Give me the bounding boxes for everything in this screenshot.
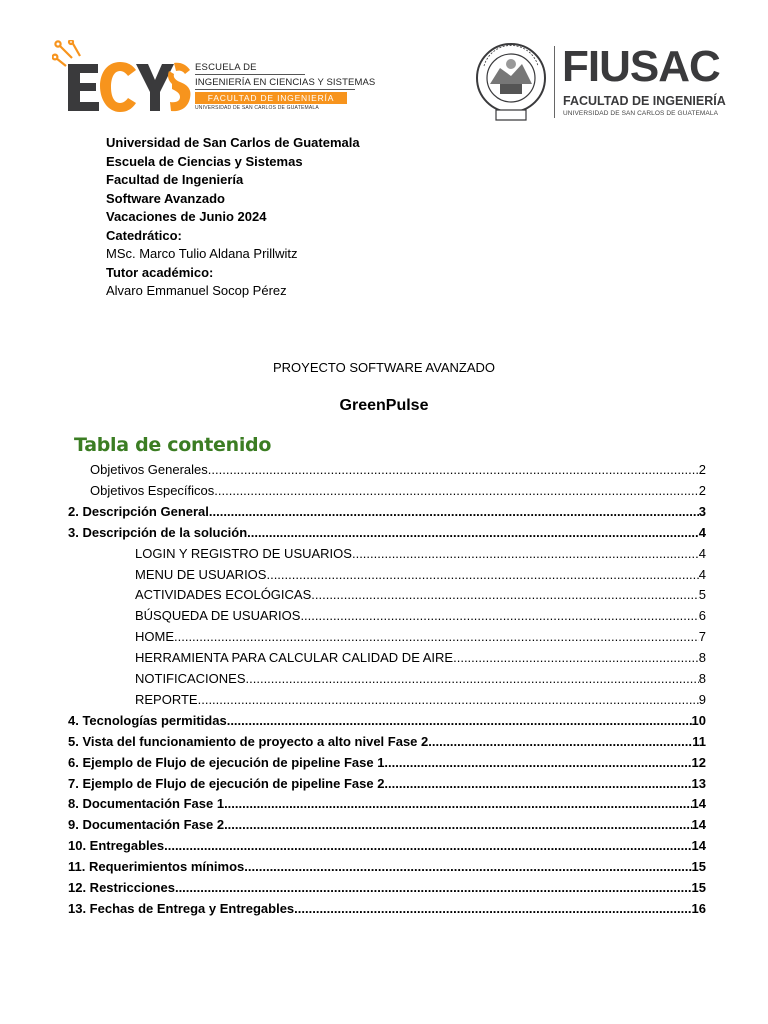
toc-entry-title: ACTIVIDADES ECOLÓGICAS [135, 587, 312, 603]
toc-dot-leader [352, 546, 699, 561]
toc-heading: Tabla de contenido [74, 434, 272, 456]
fiusac-subtitle: FACULTAD DE INGENIERÍA [563, 94, 726, 108]
fiusac-wordmark: FIUSAC [562, 42, 720, 91]
toc-entry-page: 15 [691, 859, 706, 875]
toc-entry-page: 14 [691, 817, 706, 833]
toc-dot-leader [246, 671, 699, 686]
toc-entry[interactable] [135, 587, 706, 607]
toc-entry-page: 11 [692, 733, 706, 749]
toc-entry-page: 15 [691, 880, 706, 895]
toc-entry-title: 3. Descripción de la solución [68, 524, 248, 540]
toc-entry-page: 5 [698, 587, 706, 603]
fiusac-logo [474, 40, 734, 124]
toc-dot-leader [453, 650, 699, 665]
toc-entry[interactable] [68, 734, 706, 754]
tutor-name: Alvaro Emmanuel Socop Pérez [106, 283, 287, 298]
toc-entry[interactable] [68, 901, 706, 921]
toc-entry-page: 13 [691, 775, 706, 791]
toc-entry-title: MENU DE USUARIOS [135, 566, 267, 582]
ecys-logo-line3: FACULTAD DE INGENIERÍA [195, 92, 347, 104]
tutor-label: Tutor académico: [106, 264, 214, 280]
ecys-logo [52, 40, 376, 116]
toc-entry[interactable] [135, 546, 706, 566]
toc-entry-page: 9 [698, 691, 706, 707]
professor-name: MSc. Marco Tulio Aldana Prillwitz [106, 246, 298, 261]
toc-entry-page: 4 [698, 545, 706, 561]
toc-entry-page: 2 [698, 462, 706, 477]
toc-entry-page: 10 [691, 712, 706, 728]
toc-entry[interactable] [68, 776, 706, 796]
toc-entry[interactable] [68, 713, 706, 733]
ecys-logo-text [195, 62, 376, 111]
toc-entry-page: 3 [698, 503, 706, 519]
professor-label: Catedrático: [106, 227, 182, 243]
toc-entry-page: 16 [691, 900, 706, 916]
toc-entry-title: Objetivos Generales [90, 462, 208, 477]
toc-entry-title: BÚSQUEDA DE USUARIOS [135, 608, 301, 624]
toc-entry-title: HERRAMIENTA PARA CALCULAR CALIDAD DE AIRE [135, 650, 454, 666]
ecys-logo-line2: INGENIERÍA EN CIENCIAS Y SISTEMAS [195, 77, 376, 88]
toc-entry-title: 7. Ejemplo de Flujo de ejecución de pipeline Fase 2 [68, 775, 385, 791]
course-name: Software Avanzado [106, 190, 225, 206]
toc-entry-title: 8. Documentación Fase 1 [68, 796, 225, 812]
toc-dot-leader [266, 567, 698, 582]
toc-dot-leader [244, 859, 691, 874]
toc-entry-page: 8 [698, 650, 706, 666]
toc-dot-leader [224, 796, 691, 811]
toc-dot-leader [311, 587, 699, 602]
toc-dot-leader [164, 838, 691, 853]
toc-entry[interactable] [68, 880, 706, 900]
toc-entry-title: LOGIN Y REGISTRO DE USUARIOS [135, 545, 352, 561]
toc-entry[interactable] [68, 838, 706, 858]
toc-entry[interactable] [68, 755, 706, 775]
fiusac-university: UNIVERSIDAD DE SAN CARLOS DE GUATEMALA [563, 110, 719, 117]
period-name: Vacaciones de Junio 2024 [106, 209, 267, 224]
document-header-info [106, 134, 360, 301]
toc-entry-title: 11. Requerimientos mínimos [68, 859, 245, 875]
toc-entry[interactable] [68, 796, 706, 816]
toc-dot-leader [198, 692, 699, 707]
toc-entry-title: 13. Fechas de Entrega y Entregables [68, 900, 295, 916]
ecys-logo-mark [52, 40, 192, 116]
toc-entry-page: 14 [691, 838, 706, 854]
toc-dot-leader [224, 817, 691, 832]
toc-dot-leader [384, 755, 691, 770]
toc-entry[interactable] [68, 525, 706, 545]
toc-entry[interactable] [135, 671, 706, 691]
toc-entry-page: 4 [698, 524, 706, 540]
toc-dot-leader [209, 504, 699, 519]
toc-dot-leader [214, 483, 698, 498]
toc-entry[interactable] [68, 504, 706, 524]
toc-entry[interactable] [135, 567, 706, 587]
toc-entry-page: 12 [691, 754, 706, 770]
toc-entry-page: 8 [698, 671, 706, 686]
toc-entry[interactable] [90, 462, 706, 482]
toc-entry-page: 7 [698, 629, 706, 645]
toc-entry-title: REPORTE [135, 691, 198, 707]
toc-entry-title: HOME [135, 629, 174, 645]
fiusac-divider [554, 46, 555, 118]
toc-dot-leader [247, 525, 699, 540]
toc-entry-page: 6 [698, 608, 706, 624]
toc-entry-title: 10. Entregables [68, 838, 165, 854]
app-name: GreenPulse [339, 397, 429, 414]
toc-entry[interactable] [135, 608, 706, 628]
toc-dot-leader [174, 629, 699, 644]
toc-entry-title: Objetivos Específicos [90, 482, 215, 498]
toc-dot-leader [208, 462, 699, 477]
faculty-name: Facultad de Ingeniería [106, 172, 244, 187]
toc-entry-page: 2 [698, 482, 706, 498]
university-name: Universidad de San Carlos de Guatemala [106, 135, 360, 150]
toc-entry-title: NOTIFICACIONES [135, 671, 246, 686]
toc-dot-leader [175, 880, 692, 895]
toc-entry-title: 5. Vista del funcionamiento de proyecto a alto nivel Fase 2 [68, 733, 429, 749]
toc-entry-title: 9. Documentación Fase 2 [68, 817, 225, 833]
ecys-logo-line4: UNIVERSIDAD DE SAN CARLOS DE GUATEMALA [195, 105, 319, 111]
toc-entry-title: 6. Ejemplo de Flujo de ejecución de pipeline Fase 1 [68, 754, 385, 770]
toc-dot-leader [384, 776, 691, 791]
ecys-logo-line1: ESCUELA DE [195, 62, 305, 75]
toc-entry[interactable] [135, 629, 706, 649]
toc-entry-page: 14 [691, 796, 706, 812]
toc-dot-leader [227, 713, 692, 728]
toc-entry-title: 4. Tecnologías permitidas [68, 712, 227, 728]
project-title: PROYECTO SOFTWARE AVANZADO [273, 360, 495, 375]
toc-dot-leader [300, 608, 698, 623]
toc-entry-title: 12. Restricciones [68, 880, 175, 895]
toc-entry[interactable] [68, 817, 706, 837]
ingenieria-seal-icon [474, 40, 548, 122]
toc-dot-leader [428, 734, 692, 749]
toc-entry[interactable] [68, 859, 706, 879]
toc-dot-leader [294, 901, 691, 916]
toc-entry[interactable] [135, 692, 706, 712]
toc-entry-page: 4 [698, 566, 706, 582]
toc-entry-title: 2. Descripción General [68, 503, 209, 519]
toc-entry[interactable] [135, 650, 706, 670]
school-name: Escuela de Ciencias y Sistemas [106, 153, 303, 169]
toc-entry[interactable] [90, 483, 706, 503]
